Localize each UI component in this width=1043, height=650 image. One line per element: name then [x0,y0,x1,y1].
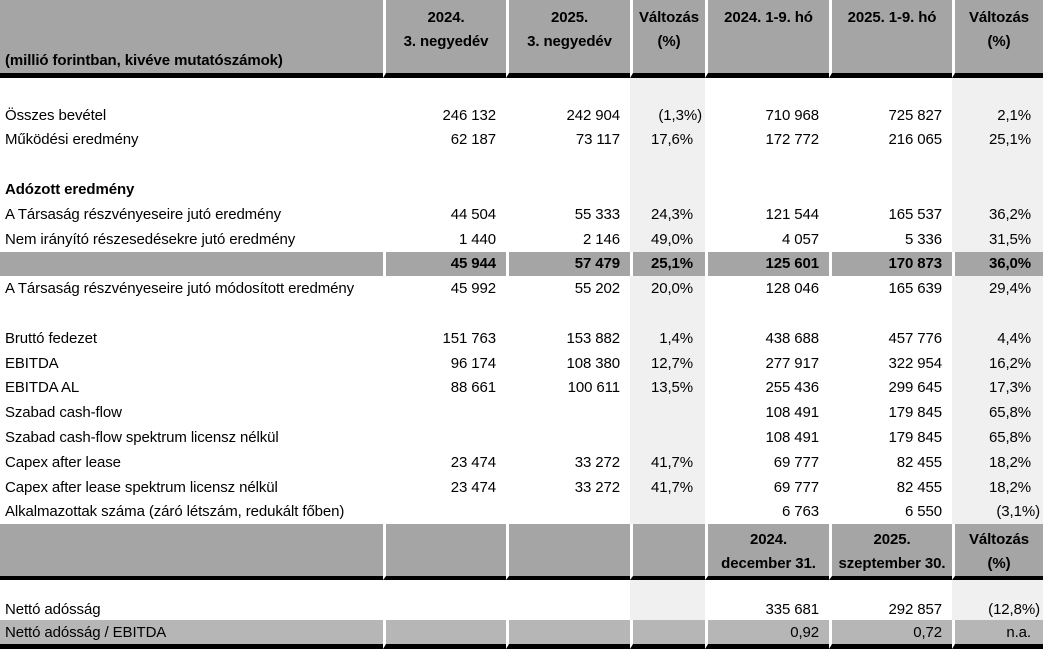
value-cell: 55 202 [574,280,620,298]
value-cell [383,400,506,425]
secondary-col-header-line: 2024. [749,531,788,549]
spacer-row [0,78,1043,103]
value-cell: 18,2% [952,475,1043,500]
secondary-col-header-line: szeptember 30. [838,555,946,573]
value-cell [952,177,1043,202]
col-header-line: 3. negyedév [527,33,612,50]
value-cell: 17,6% [630,128,705,153]
value-cell [630,620,705,649]
value-cell: 45 944 [383,252,506,277]
value-cell: 49,0% [630,227,705,252]
value-cell: 55 333 [574,205,620,223]
table-row [0,227,1043,252]
col-header [952,0,1043,78]
col-header-line: 2024. [427,9,465,26]
secondary-col-header [506,524,630,580]
value-cell [383,500,506,525]
secondary-col-header [630,524,705,580]
value-cell [705,152,829,177]
value-cell: 23 474 [450,453,496,471]
table-row [0,351,1043,376]
value-cell [630,425,705,450]
value-cell: 82 455 [896,478,942,496]
table-row [0,276,1043,301]
table-row [0,425,1043,450]
value-cell [829,580,952,599]
value-cell: 457 776 [888,329,942,347]
value-cell: 1,4% [630,326,705,351]
row-label: EBITDA [5,354,59,372]
value-cell [952,78,1043,103]
value-cell: 17,3% [952,376,1043,401]
secondary-col-header [829,524,952,580]
table-row [0,599,1043,620]
value-cell [829,152,952,177]
spacer-row [0,152,1043,177]
value-cell [506,78,630,103]
value-cell: 170 873 [829,252,952,277]
row-label: Bruttó fedezet [5,329,97,347]
value-cell [705,177,829,202]
value-cell: 100 611 [567,379,620,397]
row-label: Szabad cash-flow spektrum licensz nélkül [5,429,279,447]
value-cell: 41,7% [630,475,705,500]
table-row [0,450,1043,475]
value-cell: 36,2% [952,202,1043,227]
value-cell: 6 763 [781,503,819,521]
row-label: Szabad cash-flow [5,404,122,422]
value-cell: 33 272 [574,453,620,471]
row-label: A Társaság részvényeseire jutó módosított eredmény [5,280,355,298]
row-label: Működési eredmény [5,131,139,149]
value-cell: 12,7% [630,351,705,376]
table-header [0,0,1043,78]
value-cell [506,580,630,599]
table-row [0,103,1043,128]
value-cell [383,620,506,649]
value-cell: 438 688 [765,329,819,347]
value-cell [383,599,506,620]
section-row [0,177,1043,202]
value-cell: 31,5% [952,227,1043,252]
value-cell: 4,4% [952,326,1043,351]
value-cell [952,152,1043,177]
value-cell [383,301,506,326]
value-cell: 69 777 [773,478,819,496]
table-row [0,202,1043,227]
value-cell: 1 440 [458,230,496,248]
col-header [705,0,829,78]
col-header-line: (%) [987,33,1011,50]
value-cell [952,301,1043,326]
value-cell: 96 174 [450,354,496,372]
value-cell: 2 146 [582,230,620,248]
value-cell: (12,8%) [952,599,1043,620]
value-cell: 128 046 [765,280,819,298]
value-cell [506,500,630,525]
table-row [0,400,1043,425]
value-cell [952,580,1043,599]
row-label: Nettó adósság [5,601,101,619]
value-cell [630,78,705,103]
value-cell: 725 827 [888,106,942,124]
row-label: Alkalmazottak száma (záró létszám, redukált főben) [5,503,345,521]
value-cell: 5 336 [904,230,942,248]
value-cell: 82 455 [896,453,942,471]
value-cell: n.a. [952,620,1043,649]
value-cell: (3,1%) [952,500,1043,525]
value-cell: 88 661 [450,379,496,397]
secondary-col-header [705,524,829,580]
secondary-col-header [383,524,506,580]
value-cell: 292 857 [888,601,942,619]
value-cell [383,78,506,103]
table-body [0,78,1043,649]
spacer-row [0,580,1043,599]
row-label [0,78,383,103]
value-cell: 0,92 [705,620,829,649]
value-cell: 23 474 [450,478,496,496]
value-cell: 255 436 [765,379,819,397]
value-cell: 25,1% [630,252,705,277]
value-cell: 246 132 [442,106,496,124]
value-cell: 45 992 [450,280,496,298]
value-cell: 65,8% [952,425,1043,450]
value-cell [383,425,506,450]
table-row [0,475,1043,500]
row-label: A Társaság részvényeseire jutó eredmény [5,205,281,223]
value-cell: 0,72 [829,620,952,649]
value-cell: 18,2% [952,450,1043,475]
value-cell: 179 845 [888,404,942,422]
value-cell [705,78,829,103]
value-cell: 33 272 [574,478,620,496]
value-cell [506,301,630,326]
row-label: Összes bevétel [5,106,107,124]
table-row [0,326,1043,351]
value-cell: 108 380 [566,354,620,372]
value-cell: 242 904 [566,106,620,124]
value-cell: 335 681 [765,601,819,619]
table-row [0,376,1043,401]
row-label: Adózott eredmény [5,181,135,199]
value-cell: 69 777 [773,453,819,471]
value-cell: 6 550 [904,503,942,521]
subtotal-row [0,252,1043,277]
value-cell: 57 479 [506,252,630,277]
value-cell [630,599,705,620]
col-header-line: (%) [657,33,681,50]
value-cell [630,152,705,177]
spacer-row [0,301,1043,326]
secondary-header-row [0,524,1043,580]
secondary-col-header [952,524,1043,580]
value-cell: 4 057 [781,230,819,248]
value-cell: 24,3% [630,202,705,227]
value-cell [383,580,506,599]
col-header [506,0,630,78]
row-label [0,301,383,326]
value-cell [829,301,952,326]
row-label: Nem irányító részesedésekre jutó eredmény [5,230,296,248]
value-cell: 62 187 [450,131,496,149]
secondary-col-header-line: 2025. [873,531,911,549]
value-cell [630,580,705,599]
value-cell: 277 917 [765,354,819,372]
row-label [0,152,383,177]
value-cell [829,177,952,202]
col-header-line: 2024. 1-9. hó [724,9,813,26]
value-cell [630,177,705,202]
value-cell [506,599,630,620]
secondary-col-header-line: Változás [968,531,1030,549]
col-header [829,0,952,78]
value-cell: 16,2% [952,351,1043,376]
col-header-line: Változás [968,9,1030,26]
value-cell: 322 954 [888,354,942,372]
row-label: Capex after lease [5,453,121,471]
col-header-line: 2025. 1-9. hó [847,9,937,26]
col-header-line: 3. negyedév [403,33,489,50]
value-cell: 165 537 [888,205,942,223]
value-cell [630,400,705,425]
value-cell: 2,1% [952,103,1043,128]
table-row [0,128,1043,153]
row-label [0,580,383,599]
col-header [630,0,705,78]
value-cell: 179 845 [888,429,942,447]
value-cell: 299 645 [888,379,942,397]
col-header [383,0,506,78]
secondary-col-header-line: december 31. [721,555,816,573]
value-cell: 710 968 [765,106,819,124]
value-cell: (1,3%) [630,103,705,128]
value-cell [630,500,705,525]
value-cell [829,78,952,103]
col-header-line: 2025. [550,9,589,26]
value-cell: 13,5% [630,376,705,401]
value-cell [506,400,630,425]
value-cell: 41,7% [630,450,705,475]
value-cell: 153 882 [566,329,620,347]
value-cell: 65,8% [952,400,1043,425]
row-label [0,252,383,277]
value-cell: 29,4% [952,276,1043,301]
col-header-line: Változás [638,9,700,26]
row-label: Nettó adósság / EBITDA [0,620,383,649]
row-label: Capex after lease spektrum licensz nélkül [5,478,278,496]
value-cell: 172 772 [765,131,819,149]
value-cell [506,425,630,450]
value-cell: 73 117 [575,131,620,149]
value-cell: 165 639 [888,280,942,298]
value-cell [383,152,506,177]
value-cell [705,580,829,599]
value-cell: 108 491 [765,429,819,447]
value-cell: 44 504 [450,205,496,223]
value-cell: 36,0% [952,252,1043,277]
value-cell: 121 544 [765,205,819,223]
value-cell [383,177,506,202]
secondary-col-header-line: (%) [987,555,1011,573]
value-cell [630,301,705,326]
value-cell: 25,1% [952,128,1043,153]
value-cell [506,177,630,202]
value-cell: 216 065 [888,131,942,149]
value-cell [506,620,630,649]
value-cell: 20,0% [630,276,705,301]
value-cell [506,152,630,177]
value-cell [705,301,829,326]
row-label: EBITDA AL [5,379,80,397]
ratio-row [0,620,1043,649]
unit-note: (millió forintban, kivéve mutatószámok) [0,0,383,78]
table-row [0,500,1043,525]
value-cell: 108 491 [765,404,819,422]
value-cell: 151 763 [442,329,496,347]
value-cell: 125 601 [705,252,829,277]
secondary-header-empty [0,524,383,580]
header-row [0,0,1043,78]
